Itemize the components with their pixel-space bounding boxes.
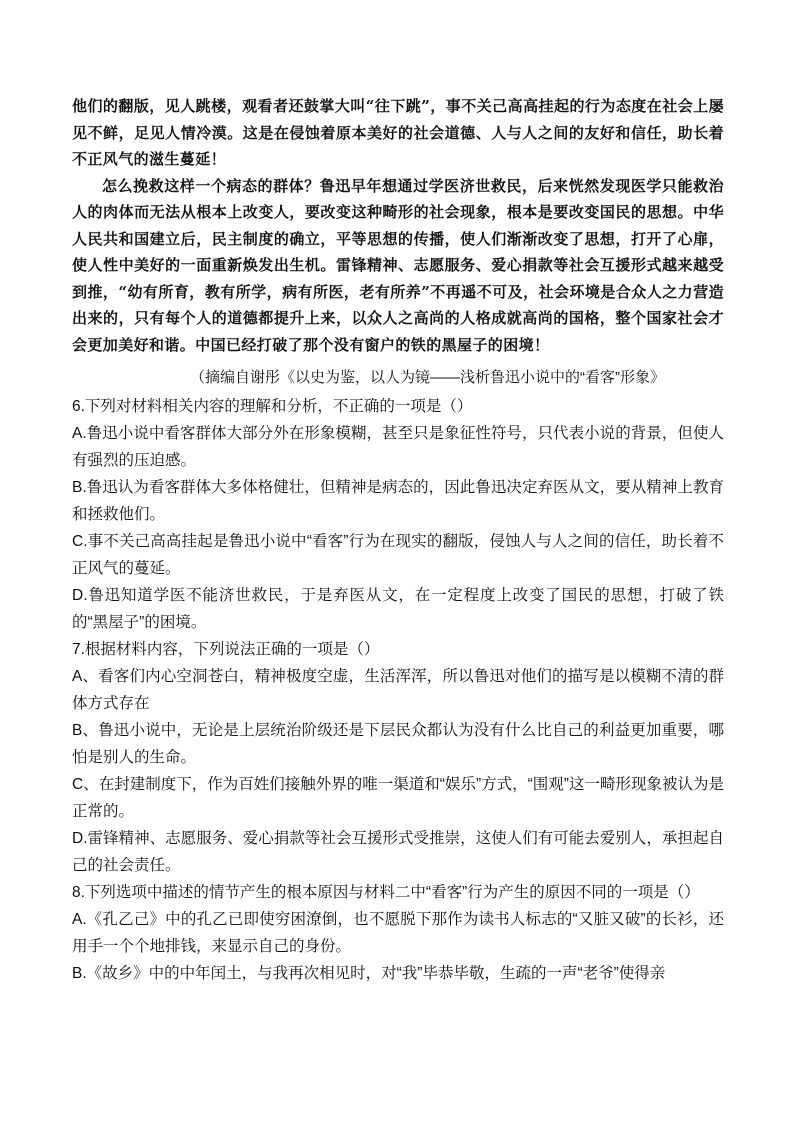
- question-stem: 8.下列选项中描述的情节产生的根本原因与材料二中“看客”行为产生的原因不同的一项是（）: [72, 884, 700, 901]
- question-list: [72, 393, 724, 987]
- option-a: A、看客们内心空洞苍白，精神极度空虚，生活浑浑，所以鲁迅对他们的描写是以模糊不清的群体方式存在: [72, 668, 724, 712]
- option-c: C.事不关己高高挂起是鲁迅小说中“看客”行为在现实的翻版，侵蚀人与人之间的信任，助长着不正风气的蔓延。: [72, 533, 724, 577]
- option-a: A.《孔乙己》中的孔乙已即使穷困潦倒，也不愿脱下那作为读书人标志的“又脏又破”的长衫，还用手一个个地排钱，来显示自己的身份。: [72, 911, 724, 955]
- passage-paragraph: 怎么挽救这样一个病态的群体？鲁迅早年想通过学医济世救民，后来恍然发现医学只能救治人的肉体而无法从根本上改变人，要改变这种畸形的社会现象，根本是要改变国民的思想。中华人民共和国建立后，民主制度的确立，平等思想的传播，使人们渐渐改变了思想，打开了心扉，使人性中美好的一面重新焕发出生机。雷锋精神、志愿服务、爱心捐款等社会互援形式越来越受到推，“幼有所育，教有所学，病有所医，老有所养”不再遥不可及，社会环境是合众人之力营造出来的，只有每个人的道德都提升上来，以众人之高尚的人格成就高尚的国格，整个国家社会才会更加美好和谐。中国已经打破了那个没有窗户的铁的黑屋子的困境！: [72, 176, 724, 354]
- question-7: [72, 636, 724, 879]
- option-a: A.鲁迅小说中看客群体大部分外在形象模糊，甚至只是象征性符号，只代表小说的背景，但使人有强烈的压迫感。: [72, 425, 724, 469]
- option-b: B.鲁迅认为看客群体大多体格健壮，但精神是病态的，因此鲁迅决定弃医从文，要从精神上教育和拯救他们。: [72, 479, 724, 523]
- option-b: B.《故乡》中的中年闰土，与我再次相见时，对“我”毕恭毕敬，生疏的一声“老爷”使得亲: [72, 965, 666, 982]
- question-stem: 6.下列对材料相关内容的理解和分析，不正确的一项是（）: [72, 398, 473, 415]
- option-d: D.雷锋精神、志愿服务、爱心捐款等社会互援形式受推崇，这使人们有可能去爱别人，承担起自己的社会责任。: [72, 830, 724, 874]
- option-c: C、在封建制度下，作为百姓们接触外界的唯一渠道和“娱乐”方式，“围观”这一畸形现象被认为是正常的。: [72, 776, 724, 820]
- option-d: D.鲁迅知道学医不能济世救民，于是弃医从文，在一定程度上改变了国民的思想，打破了铁的“黑屋子”的困境。: [72, 587, 724, 631]
- passage-paragraph: 他们的翻版，见人跳楼，观看者还鼓掌大叫“往下跳”，事不关己高高挂起的行为态度在社会上屡见不鲜，足见人情冷漠。这是在侵蚀着原本美好的社会道德、人与人之间的友好和信任，助长着不正风气的滋生蔓延！: [72, 97, 724, 168]
- question-stem: 7.根据材料内容，下列说法正确的一项是（）: [72, 641, 380, 658]
- reading-passage: [72, 93, 724, 358]
- question-8: [72, 879, 724, 987]
- question-6: [72, 393, 724, 636]
- option-b: B、鲁迅小说中，无论是上层统治阶级还是下层民众都认为没有什么比自己的利益更加重要，哪怕是别人的生命。: [72, 722, 724, 766]
- source-citation: （摘编自谢彤《以史为鉴，以人为镜——浅析鲁迅小说中的“看客”形象》: [190, 369, 665, 386]
